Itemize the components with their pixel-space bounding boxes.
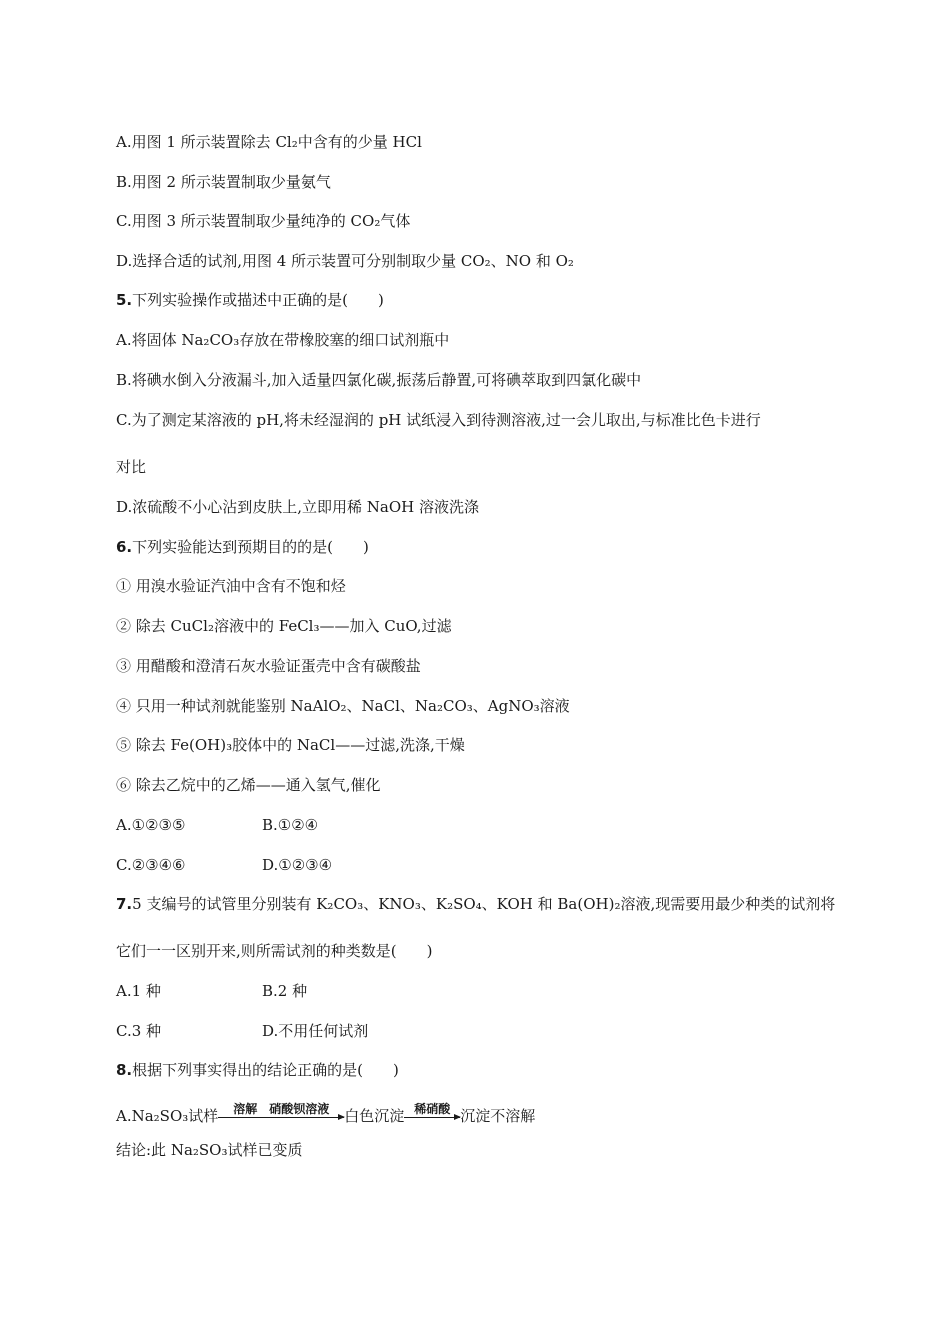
q6-option-d: D.①②③④ [262,856,333,874]
q7-stem-line-1 [116,894,835,914]
q4-option-c: C.用图 3 所示装置制取少量纯净的 CO₂气体 [116,212,411,230]
q7-option-c: C.3 种 [116,1022,162,1040]
q5-stem: 下列实验操作或描述中正确的是( ) [132,291,384,309]
q6-option-b: B.①②④ [262,816,319,834]
q7-option-b: B.2 种 [262,982,308,1000]
q7-stem-line-2: 它们一一区别开来,则所需试剂的种类数是( ) [116,942,433,960]
reaction-arrow-2 [404,1102,460,1118]
q8-result: 沉淀不溶解 [460,1107,536,1125]
q7-options-row-1 [116,981,308,1001]
q8-number: 8. [116,1061,133,1079]
q6-option-c: C.②③④⑥ [116,856,186,874]
q5-stem-line [116,290,384,310]
q4-option-a: A.用图 1 所示装置除去 Cl₂中含有的少量 HCl [116,133,422,151]
q6-option-a: A.①②③⑤ [116,816,186,834]
q8-intermediate: 白色沉淀 [344,1107,405,1125]
reaction-arrow-2-label: 稀硝酸 [414,1102,451,1116]
q6-item-2: ② 除去 CuCl₂溶液中的 FeCl₃——加入 CuO,过滤 [116,617,452,635]
q7-number: 7. [116,895,133,913]
q5-option-b: B.将碘水倒入分液漏斗,加入适量四氯化碳,振荡后静置,可将碘萃取到四氯化碳中 [116,371,642,389]
q6-item-4: ④ 只用一种试剂就能鉴别 NaAlO₂、NaCl、Na₂CO₃、AgNO₃溶液 [116,697,570,715]
q6-item-5: ⑤ 除去 Fe(OH)₃胶体中的 NaCl——过滤,洗涤,干燥 [116,736,465,754]
q6-item-6: ⑥ 除去乙烷中的乙烯——通入氢气,催化 [116,776,381,794]
q5-option-d: D.浓硫酸不小心沾到皮肤上,立即用稀 NaOH 溶液洗涤 [116,498,480,516]
q6-options-row-2 [116,855,333,875]
q4-option-d: D.选择合适的试剂,用图 4 所示装置可分别制取少量 CO₂、NO 和 O₂ [116,252,574,270]
q7-stem-1: 5 支编号的试管里分别装有 K₂CO₃、KNO₃、K₂SO₄、KOH 和 Ba(OH)₂溶液,现需要用最少种类的试剂将 [132,895,836,913]
arrow-right-icon [218,1117,344,1118]
q8-stem-line [116,1060,399,1080]
q7-options-row-2 [116,1021,369,1041]
q8-option-a [116,1102,536,1126]
q6-stem-line [116,537,369,557]
q6-number: 6. [116,538,133,556]
q8-conclusion: 结论:此 Na₂SO₃试样已变质 [116,1141,303,1159]
q7-option-a: A.1 种 [116,982,161,1000]
q8-stem: 根据下列事实得出的结论正确的是( ) [132,1061,399,1079]
q4-option-b: B.用图 2 所示装置制取少量氨气 [116,173,331,191]
q5-number: 5. [116,291,133,309]
q8-option-a-start: A.Na₂SO₃试样 [116,1107,219,1125]
q5-option-a: A.将固体 Na₂CO₃存放在带橡胶塞的细口试剂瓶中 [116,331,450,349]
reaction-arrow-1-label: 溶解 硝酸钡溶液 [233,1102,330,1116]
q5-option-c-continued: 对比 [116,458,147,476]
q6-item-3: ③ 用醋酸和澄清石灰水验证蛋壳中含有碳酸盐 [116,657,421,675]
q6-options-row-1 [116,815,319,835]
reaction-arrow-1 [218,1102,344,1118]
q6-item-1: ① 用溴水验证汽油中含有不饱和烃 [116,577,346,595]
q5-option-c: C.为了测定某溶液的 pH,将未经湿润的 pH 试纸浸入到待测溶液,过一会儿取出,与标准比色卡进行 [116,411,761,429]
arrow-right-icon [404,1117,460,1118]
q7-option-d: D.不用任何试剂 [262,1022,369,1040]
q6-stem: 下列实验能达到预期目的的是( ) [132,538,369,556]
